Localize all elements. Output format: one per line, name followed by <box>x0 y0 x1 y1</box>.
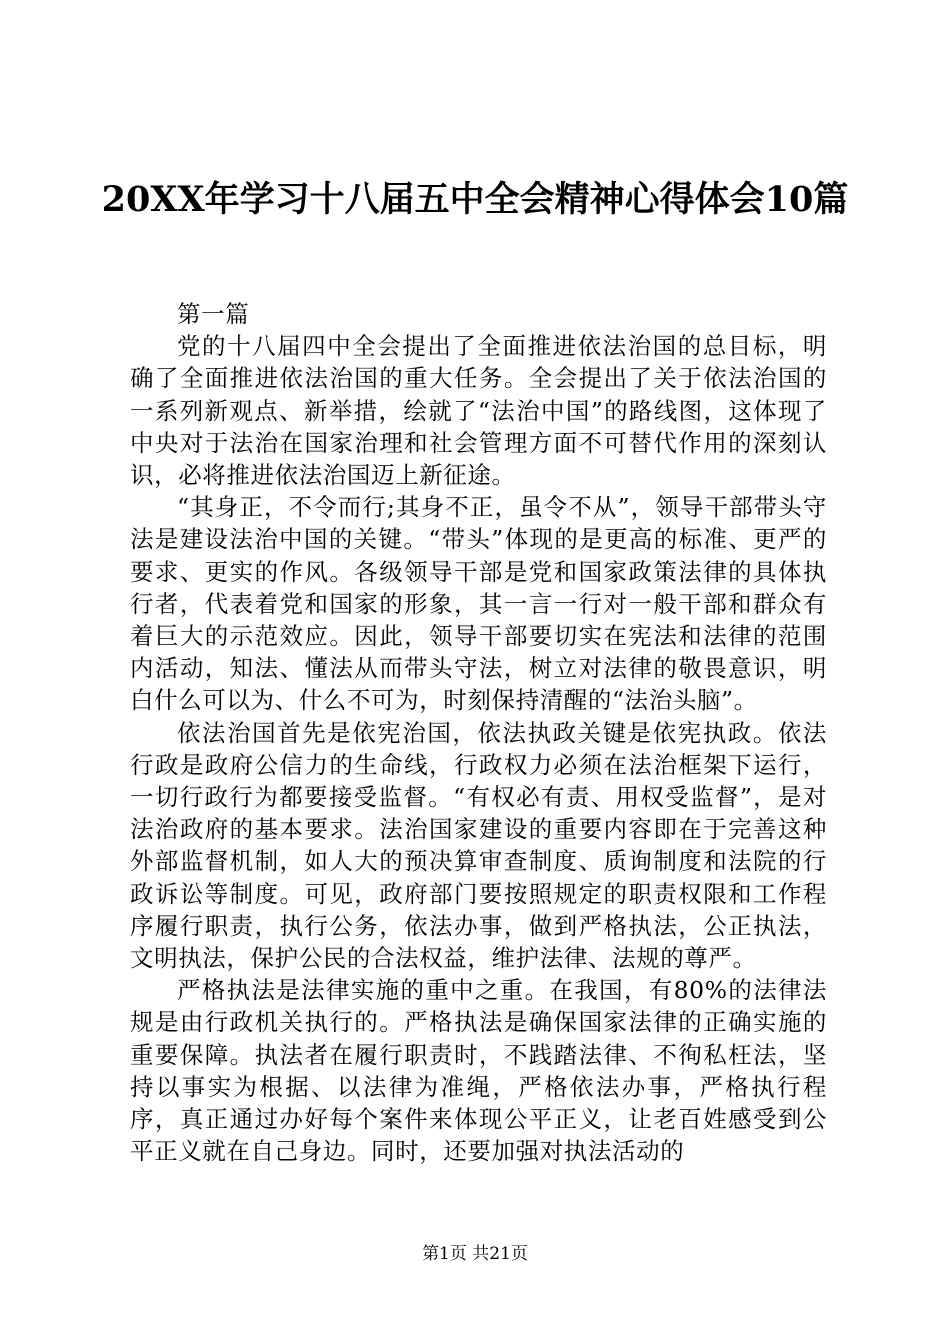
paragraph-3: 依法治国首先是依宪治国，依法执政关键是依宪执政。依法行政是政府公信力的生命线，行政权力必须在法治框架下运行，一切行政行为都要接受监督。“有权必有责、用权受监督”，是对法治政府的基本要求。法治国家建设的重要内容即在于完善这种外部监督机制，如人大的预决算审查制度、质询制度和法院的行政诉讼等制度。可见，政府部门要按照规定的职责权限和工作程序履行职责，执行公务，依法办事，做到严格执法，公正执法，文明执法，保护公民的合法权益，维护法律、法规的尊严。 <box>130 718 827 973</box>
paragraph-1: 党的十八届四中全会提出了全面推进依法治国的总目标，明确了全面推进依法治国的重大任务。全会提出了关于依法治国的一系列新观点、新举措，绘就了“法治中国”的路线图，这体现了中央对于法治在国家治理和社会管理方面不可替代作用的深刻认识，必将推进依法治国迈上新征途。 <box>130 332 827 490</box>
page-footer: 第1页 共21页 <box>422 1244 528 1264</box>
document-body <box>130 298 827 1167</box>
document-title: 20XX年学习十八届五中全会精神心得体会10篇 <box>101 179 849 220</box>
section-heading: 第一篇 <box>177 300 250 328</box>
paragraph-4: 严格执法是法律实施的重中之重。在我国，有80%的法律法规是由行政机关执行的。严格执法是确保国家法律的正确实施的重要保障。执法者在履行职责时，不践踏法律、不徇私枉法，坚持以事实为根据、以法律为准绳，严格依法办事，严格执行程序，真正通过办好每个案件来体现公平正义，让老百姓感受到公平正义就在自己身边。同时，还要加强对执法活动的 <box>130 976 827 1166</box>
paragraph-2: “其身正，不令而行;其身不正，虽令不从”，领导干部带头守法是建设法治中国的关键。“带头”体现的是更高的标准、更严的要求、更实的作风。各级领导干部是党和国家政策法律的具体执行者，代表着党和国家的形象，其一言一行对一般干部和群众有着巨大的示范效应。因此，领导干部要切实在宪法和法律的范围内活动，知法、懂法从而带头守法，树立对法律的敬畏意识，明白什么可以为、什么不可为，时刻保持清醒的“法治头脑”。 <box>130 493 827 715</box>
